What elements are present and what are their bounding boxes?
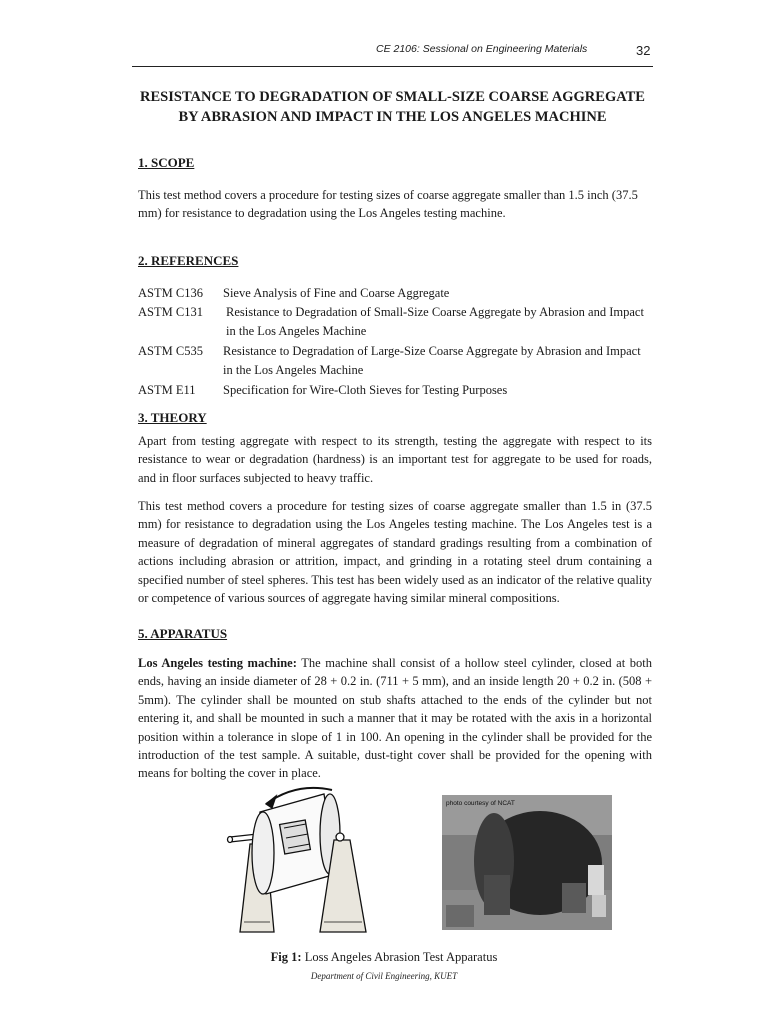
document-title (120, 87, 665, 127)
running-header: CE 2106: Sessional on Engineering Materials (376, 43, 588, 55)
reference-desc: Resistance to Degradation of Small-Size Coarse Aggregate by Abrasion and Impact in the Los Angeles Machine (226, 305, 644, 338)
title-line-1: RESISTANCE TO DEGRADATION OF SMALL-SIZE COARSE AGGREGATE (140, 89, 645, 105)
apparatus-paragraph (138, 654, 652, 783)
reference-code: ASTM E11 (138, 383, 196, 397)
reference-code: ASTM C535 (138, 344, 203, 358)
reference-desc: Specification for Wire-Cloth Sieves for Testing Purposes (223, 383, 508, 397)
apparatus-heading: 5. APPARATUS (138, 626, 228, 641)
caption-label: Fig 1: (270, 950, 302, 964)
references-heading: 2. REFERENCES (138, 253, 239, 268)
title-line-2: BY ABRASION AND IMPACT IN THE LOS ANGELES MACHINE (178, 109, 607, 125)
page-number: 32 (636, 43, 651, 58)
scope-heading: 1. SCOPE (138, 155, 195, 170)
figure-caption (0, 950, 768, 965)
machine-photo (442, 795, 612, 930)
theory-paragraph-2: This test method covers a procedure for testing sizes of coarse aggregate smaller than 1.5 in (37.5 mm) for resistance to degradation using the Los Angeles testing machine. The Los Angeles test is a measure of degradation of mineral aggregates of standard gradings resulting from a combination of actions including abrasion or attrition, impact, and grinding in a rotating steel drum containing a specified number of steel spheres. This test has been widely used as an indicator of the relative quality or competence of various sources of aggregate having similar mineral compositions. (138, 499, 652, 606)
caption-text: Loss Angeles Abrasion Test Apparatus (301, 950, 498, 964)
reference-code: ASTM C131 (138, 305, 203, 319)
theory-heading: 3. THEORY (138, 410, 207, 425)
machine-drawing (226, 782, 378, 940)
theory-paragraph-1: Apart from testing aggregate with respect to its strength, testing the aggregate with respect to its resistance to wear or degradation (hardness) is an important test for aggregate to be used for roads, and in floor surfaces subjected to heavy traffic. (138, 434, 652, 485)
reference-desc: Resistance to Degradation of Large-Size Coarse Aggregate by Abrasion and Impact in the Los Angeles Machine (223, 344, 641, 377)
page-footer: Department of Civil Engineering, KUET (310, 971, 458, 981)
reference-code: ASTM C136 (138, 286, 203, 300)
photo-credit: photo courtesy of NCAT (446, 800, 515, 807)
apparatus-lead: Los Angeles testing machine: (138, 656, 297, 670)
header-rule (132, 66, 653, 67)
reference-desc: Sieve Analysis of Fine and Coarse Aggregate (223, 286, 450, 300)
scope-text: This test method covers a procedure for testing sizes of coarse aggregate smaller than 1.5 inch (37.5 mm) for resistance to degradation using the Los Angeles testing machine. (138, 188, 638, 221)
apparatus-text: The machine shall consist of a hollow steel cylinder, closed at both ends, having an inside diameter of 28 + 0.2 in. (711 + 5 mm), and an inside length 20 + 0.2 in. (508 + 5mm). The cylinder shall be mounted on stub shafts attached to the ends of the cylinder but not entering it, and shall be mounted in such a manner that it may be rotated with the axis in a horizontal position within a tolerance in slope of 1 in 100. An opening in the cylinder shall be provided for the introduction of the test sample. A suitable, dust-tight cover shall be provided for the opening with means for bolting the cover in place. (138, 656, 653, 781)
